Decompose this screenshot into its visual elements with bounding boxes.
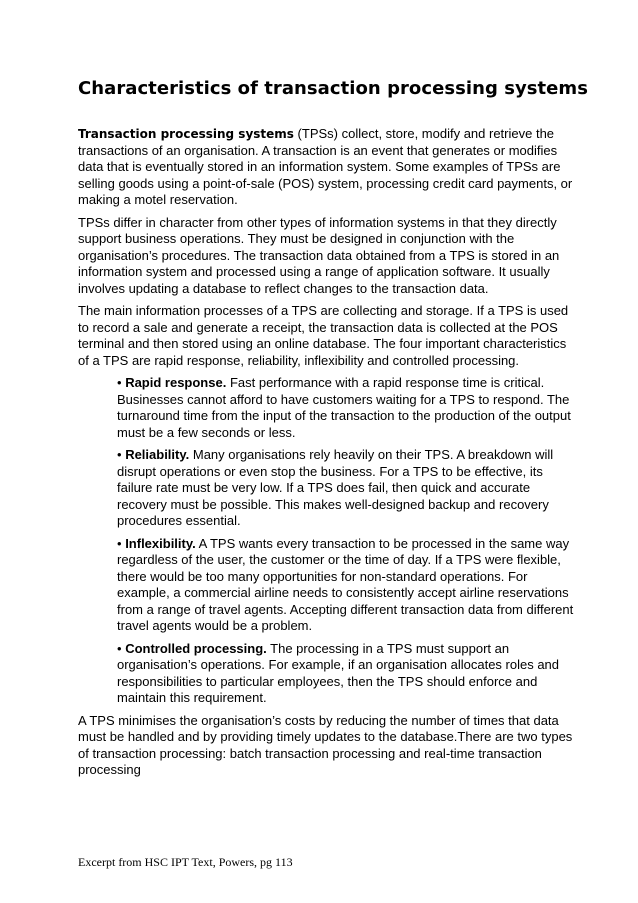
processes-paragraph: The main information processes of a TPS are collecting and storage. If a TPS is used to record a sale and generate a receipt, the transaction data is collected at the POS terminal and then stored using an online database. The four important characteristics of a TPS are rapid response, reliability, inflexibility and controlled processing. [78,303,569,368]
bullet-term: Rapid response. [125,375,227,390]
bullet-term: Inflexibility. [125,535,196,551]
page-title: Characteristics of transaction processing systems [78,78,588,99]
bullet-text: The processing in a TPS must support an organisation’s operations. For example, if an organisation allocates roles and responsibilities to particular employees, then the TPS should enforce and maintain this requirement. [117,640,560,705]
intro-text: (TPSs) collect, store, modify and retrieve the transactions of an organisation. A transaction is an event that generates or modifies data that is eventually stored in an information system. Some examples of TPSs are selling goods using a point-of-sale (POS) system, processing credit card payments, or making a motel reservation. [78,126,573,207]
bullet-marker: • [117,535,122,551]
bullet-text: A TPS wants every transaction to be processed in the same way regardless of the user, the customer or the time of day. If a TPS were flexible, there would be too many opportunities for non-standard operations. For example, a commercial airline needs to consistently accept airline reservations from a range of travel agents. Accepting different transaction data from different travel agents would be a problem. [117,535,574,633]
bullet-marker: • [117,447,122,462]
closing-paragraph: A TPS minimises the organisation’s costs by reducing the number of times that data must be handled and by providing timely updates to the database.There are two types of transaction processing: batch transaction processing and real-time transaction processing [78,712,573,777]
bullet-marker: • [117,640,122,656]
bullet-text: Many organisations rely heavily on their TPS. A breakdown will disrupt operations or even stop the business. For a TPS to be effective, its failure rate must be very low. If a TPS does fail, then quick and accurate recovery must be possible. This makes well-designed backup and recovery procedures essential. [117,447,554,528]
bullet-marker: • [117,375,122,390]
lead-term: Transaction processing systems [78,127,294,141]
bullet-text: Fast performance with a rapid response time is critical. Businesses cannot afford to have customers waiting for a TPS to respond. The turnaround time from the input of the transaction to the production of the output must be a few seconds or less. [117,375,571,440]
bullet-controlled-processing [117,641,578,707]
bullet-term: Controlled processing. [125,640,267,656]
bullet-inflexibility [117,536,578,635]
page-footer-citation: Excerpt from HSC IPT Text, Powers, pg 113 [78,855,293,869]
bullet-rapid-response [117,375,578,441]
bullet-reliability [117,447,578,530]
document-body [78,126,578,785]
support-paragraph: TPSs differ in character from other types of information systems in that they directly support business operations. They must be designed in conjunction with the organisation’s procedures. The transaction data obtained from a TPS is stored in an information system and processed using a range of application software. It usually involves updating a database to reflect changes to the transaction data. [78,214,560,296]
intro-paragraph [78,126,578,209]
bullet-term: Reliability. [125,447,190,462]
